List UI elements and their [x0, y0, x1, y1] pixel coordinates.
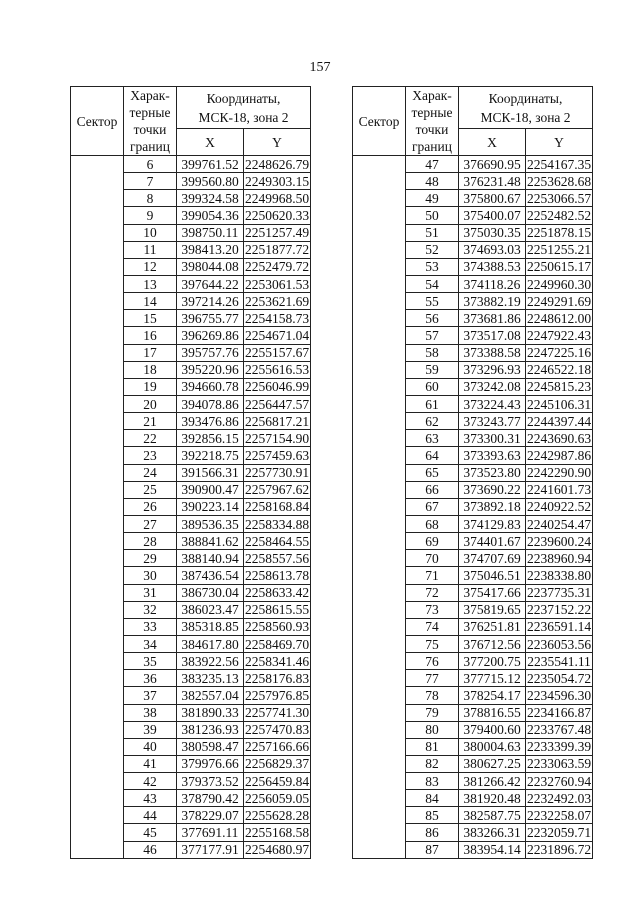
y-coordinate-cell: 2237152.22	[526, 602, 592, 618]
y-coordinate-cell: 2247922.43	[526, 327, 592, 343]
point-number-cell: 40	[124, 738, 177, 755]
header-points-line3: точки	[415, 122, 449, 137]
y-coordinate-cell: 2251878.15	[526, 225, 592, 241]
x-coordinate-cell: 375030.35	[459, 224, 526, 241]
y-coordinate-cell: 2258334.88	[244, 516, 310, 532]
x-coordinate-cell: 381920.48	[459, 790, 526, 807]
y-coordinate-cell: 2255628.28	[244, 807, 310, 823]
point-number-cell: 66	[406, 481, 459, 498]
y-coordinate-cell: 2253061.53	[244, 276, 310, 292]
point-number-cell: 63	[406, 430, 459, 447]
point-number-cell: 29	[124, 550, 177, 567]
x-coordinate-cell: 375800.67	[459, 190, 526, 207]
y-coordinate-cell: 2239600.24	[526, 533, 592, 549]
x-coordinate-cell: 379373.52	[177, 773, 244, 790]
x-coordinate-cell: 390900.47	[177, 481, 244, 498]
x-coordinate-cell: 373892.18	[459, 498, 526, 515]
point-number-cell: 54	[406, 275, 459, 292]
point-number-cell: 74	[406, 618, 459, 635]
x-coordinate-cell: 386730.04	[177, 584, 244, 601]
x-coordinate-cell: 373690.22	[459, 481, 526, 498]
table-row	[71, 156, 311, 173]
coordinates-table-right	[352, 86, 593, 859]
point-number-cell: 41	[124, 755, 177, 772]
y-coordinate-cell: 2252482.52	[526, 207, 592, 223]
point-number-cell: 14	[124, 293, 177, 310]
point-number-cell: 51	[406, 224, 459, 241]
point-number-cell: 19	[124, 378, 177, 395]
point-number-cell: 72	[406, 584, 459, 601]
y-coordinate-cell: 2232258.07	[526, 807, 592, 823]
point-number-cell: 48	[406, 173, 459, 190]
y-coordinate-cell: 2248612.00	[526, 310, 592, 326]
header-points-line2: терные	[129, 105, 171, 120]
y-coordinate-cell: 2257976.85	[244, 687, 310, 703]
point-number-cell: 36	[124, 670, 177, 687]
point-number-cell: 8	[124, 190, 177, 207]
x-coordinate-cell: 373388.58	[459, 344, 526, 361]
point-number-cell: 31	[124, 584, 177, 601]
point-number-cell: 57	[406, 327, 459, 344]
header-coordinates-line1: Координаты,	[488, 90, 563, 106]
x-coordinate-cell: 373224.43	[459, 395, 526, 412]
x-coordinate-cell: 380598.47	[177, 738, 244, 755]
y-coordinate-cell: 2257166.66	[244, 739, 310, 755]
x-coordinate-cell: 398750.11	[177, 224, 244, 241]
x-coordinate-cell: 399560.80	[177, 173, 244, 190]
x-coordinate-cell: 381890.33	[177, 704, 244, 721]
y-coordinate-cell: 2252479.72	[244, 259, 310, 275]
x-coordinate-cell: 375400.07	[459, 207, 526, 224]
y-coordinate-cell: 2245815.23	[526, 379, 592, 395]
point-number-cell: 26	[124, 498, 177, 515]
header-points	[406, 87, 459, 156]
y-coordinate-cell: 2238338.80	[526, 567, 592, 583]
y-coordinate-cell: 2256447.57	[244, 396, 310, 412]
point-number-cell: 43	[124, 790, 177, 807]
y-coordinate-cell: 2256817.21	[244, 413, 310, 429]
x-coordinate-cell: 394660.78	[177, 378, 244, 395]
y-coordinate-cell: 2238960.94	[526, 550, 592, 566]
x-coordinate-cell: 398044.08	[177, 258, 244, 275]
point-number-cell: 85	[406, 807, 459, 824]
point-number-cell: 46	[124, 841, 177, 858]
y-coordinate-cell: 2233399.39	[526, 739, 592, 755]
point-number-cell: 27	[124, 515, 177, 532]
x-coordinate-cell: 373882.19	[459, 293, 526, 310]
x-coordinate-cell: 397644.22	[177, 275, 244, 292]
x-coordinate-cell: 373393.63	[459, 447, 526, 464]
point-number-cell: 83	[406, 773, 459, 790]
x-coordinate-cell: 373300.31	[459, 430, 526, 447]
x-coordinate-cell: 396755.77	[177, 310, 244, 327]
point-number-cell: 82	[406, 755, 459, 772]
point-number-cell: 55	[406, 293, 459, 310]
x-coordinate-cell: 375417.66	[459, 584, 526, 601]
x-coordinate-cell: 382587.75	[459, 807, 526, 824]
y-coordinate-cell: 2236053.56	[526, 636, 592, 652]
point-number-cell: 20	[124, 395, 177, 412]
x-coordinate-cell: 397214.26	[177, 293, 244, 310]
point-number-cell: 44	[124, 807, 177, 824]
y-coordinate-cell: 2242290.90	[526, 465, 592, 481]
y-coordinate-cell: 2246522.18	[526, 362, 592, 378]
left-table-body	[71, 156, 311, 859]
point-number-cell: 69	[406, 533, 459, 550]
point-number-cell: 34	[124, 635, 177, 652]
x-coordinate-cell: 391566.31	[177, 464, 244, 481]
x-coordinate-cell: 374401.67	[459, 533, 526, 550]
point-number-cell: 25	[124, 481, 177, 498]
y-coordinate-cell: 2251255.21	[526, 242, 592, 258]
header-sector: Сектор	[353, 87, 406, 156]
y-coordinate-cell: 2258613.78	[244, 567, 310, 583]
y-coordinate-cell: 2233063.59	[526, 756, 592, 772]
y-coordinate-cell: 2254167.35	[526, 156, 592, 172]
point-number-cell: 64	[406, 447, 459, 464]
x-coordinate-cell: 389536.35	[177, 515, 244, 532]
y-coordinate-cell: 2248626.79	[244, 156, 310, 172]
y-coordinate-cell: 2254671.04	[244, 327, 310, 343]
y-coordinate-cell: 2242987.86	[526, 447, 592, 463]
x-coordinate-cell: 382557.04	[177, 687, 244, 704]
header-points-line2: терные	[411, 105, 453, 120]
point-number-cell: 11	[124, 241, 177, 258]
y-coordinate-cell: 2255168.58	[244, 825, 310, 841]
y-coordinate-cell: 2256829.37	[244, 756, 310, 772]
x-coordinate-cell: 374707.69	[459, 550, 526, 567]
point-number-cell: 37	[124, 687, 177, 704]
point-number-cell: 62	[406, 413, 459, 430]
point-number-cell: 23	[124, 447, 177, 464]
x-coordinate-cell: 399324.58	[177, 190, 244, 207]
y-coordinate-cell: 2253066.57	[526, 190, 592, 206]
y-coordinate-cell: 2258176.83	[244, 670, 310, 686]
y-coordinate-cell: 2236591.14	[526, 619, 592, 635]
x-coordinate-cell: 373523.80	[459, 464, 526, 481]
point-number-cell: 52	[406, 241, 459, 258]
y-coordinate-cell: 2232492.03	[526, 790, 592, 806]
x-coordinate-cell: 384617.80	[177, 635, 244, 652]
y-coordinate-cell: 2232760.94	[526, 773, 592, 789]
x-coordinate-cell: 379400.60	[459, 721, 526, 738]
x-coordinate-cell: 379976.66	[177, 755, 244, 772]
x-coordinate-cell: 378254.17	[459, 687, 526, 704]
y-coordinate-cell: 2251257.49	[244, 225, 310, 241]
point-number-cell: 24	[124, 464, 177, 481]
x-coordinate-cell: 373296.93	[459, 361, 526, 378]
x-coordinate-cell: 398413.20	[177, 241, 244, 258]
header-points-line1: Харак-	[412, 88, 452, 103]
point-number-cell: 22	[124, 430, 177, 447]
y-coordinate-cell: 2253621.69	[244, 293, 310, 309]
point-number-cell: 7	[124, 173, 177, 190]
y-coordinate-cell: 2235054.72	[526, 670, 592, 686]
y-coordinate-cell: 2258633.42	[244, 585, 310, 601]
y-coordinate-cell: 2245106.31	[526, 396, 592, 412]
point-number-cell: 68	[406, 515, 459, 532]
x-coordinate-cell: 383266.31	[459, 824, 526, 841]
point-number-cell: 47	[406, 156, 459, 173]
header-points-line4: границ	[412, 139, 452, 154]
x-coordinate-cell: 377691.11	[177, 824, 244, 841]
x-coordinate-cell: 373243.77	[459, 413, 526, 430]
x-coordinate-cell: 376231.48	[459, 173, 526, 190]
y-coordinate-cell: 2257470.83	[244, 722, 310, 738]
header-points-line1: Харак-	[130, 88, 170, 103]
x-coordinate-cell: 378229.07	[177, 807, 244, 824]
header-x: X	[459, 129, 526, 156]
y-coordinate-cell: 2258560.93	[244, 619, 310, 635]
x-coordinate-cell: 393476.86	[177, 413, 244, 430]
y-coordinate-cell: 2235541.11	[527, 653, 591, 669]
header-coordinates	[459, 87, 593, 129]
point-number-cell: 32	[124, 601, 177, 618]
point-number-cell: 86	[406, 824, 459, 841]
x-coordinate-cell: 377200.75	[459, 653, 526, 670]
x-coordinate-cell: 376690.95	[459, 156, 526, 173]
y-coordinate-cell: 2249960.30	[526, 276, 592, 292]
header-coordinates-line2: МСК-18, зона 2	[198, 109, 289, 125]
y-coordinate-cell: 2258469.70	[244, 636, 310, 652]
y-coordinate-cell: 2243690.63	[526, 430, 592, 446]
x-coordinate-cell: 399054.36	[177, 207, 244, 224]
point-number-cell: 16	[124, 327, 177, 344]
point-number-cell: 53	[406, 258, 459, 275]
x-coordinate-cell: 377177.91	[177, 841, 244, 858]
point-number-cell: 79	[406, 704, 459, 721]
point-number-cell: 30	[124, 567, 177, 584]
x-coordinate-cell: 378790.42	[177, 790, 244, 807]
x-coordinate-cell: 399761.52	[177, 156, 244, 173]
point-number-cell: 21	[124, 413, 177, 430]
y-coordinate-cell: 2254680.97	[244, 842, 310, 858]
point-number-cell: 59	[406, 361, 459, 378]
header-x: X	[177, 129, 244, 156]
point-number-cell: 70	[406, 550, 459, 567]
y-coordinate-cell: 2240922.52	[526, 499, 592, 515]
sector-cell	[353, 156, 406, 859]
point-number-cell: 65	[406, 464, 459, 481]
header-sector: Сектор	[71, 87, 124, 156]
header-coordinates-line1: Координаты,	[206, 90, 281, 106]
y-coordinate-cell: 2255616.53	[244, 362, 310, 378]
header-y: Y	[244, 129, 311, 156]
y-coordinate-cell: 2249968.50	[244, 190, 310, 206]
point-number-cell: 18	[124, 361, 177, 378]
x-coordinate-cell: 395757.76	[177, 344, 244, 361]
point-number-cell: 78	[406, 687, 459, 704]
table-row	[353, 156, 593, 173]
x-coordinate-cell: 375046.51	[459, 567, 526, 584]
point-number-cell: 50	[406, 207, 459, 224]
point-number-cell: 45	[124, 824, 177, 841]
point-number-cell: 76	[406, 653, 459, 670]
y-coordinate-cell: 2249303.15	[244, 173, 310, 189]
header-coordinates-line2: МСК-18, зона 2	[480, 109, 571, 125]
point-number-cell: 56	[406, 310, 459, 327]
x-coordinate-cell: 381266.42	[459, 773, 526, 790]
y-coordinate-cell: 2256459.84	[244, 773, 310, 789]
point-number-cell: 80	[406, 721, 459, 738]
header-y: Y	[526, 129, 593, 156]
point-number-cell: 60	[406, 378, 459, 395]
x-coordinate-cell: 373681.86	[459, 310, 526, 327]
point-number-cell: 13	[124, 275, 177, 292]
x-coordinate-cell: 374129.83	[459, 515, 526, 532]
y-coordinate-cell: 2257459.63	[244, 447, 310, 463]
y-coordinate-cell: 2258557.56	[244, 550, 310, 566]
x-coordinate-cell: 383922.56	[177, 653, 244, 670]
point-number-cell: 35	[124, 653, 177, 670]
y-coordinate-cell: 2234166.87	[526, 705, 592, 721]
y-coordinate-cell: 2234596.30	[526, 687, 592, 703]
y-coordinate-cell: 2254158.73	[244, 310, 310, 326]
point-number-cell: 17	[124, 344, 177, 361]
y-coordinate-cell: 2255157.67	[244, 345, 310, 361]
y-coordinate-cell: 2257154.90	[244, 430, 310, 446]
x-coordinate-cell: 377715.12	[459, 670, 526, 687]
y-coordinate-cell: 2258464.55	[244, 533, 310, 549]
y-coordinate-cell: 2253628.68	[526, 173, 592, 189]
x-coordinate-cell: 396269.86	[177, 327, 244, 344]
x-coordinate-cell: 383235.13	[177, 670, 244, 687]
y-coordinate-cell: 2233767.48	[526, 722, 592, 738]
point-number-cell: 6	[124, 156, 177, 173]
x-coordinate-cell: 373242.08	[459, 378, 526, 395]
y-coordinate-cell: 2237735.31	[526, 585, 592, 601]
point-number-cell: 81	[406, 738, 459, 755]
x-coordinate-cell: 394078.86	[177, 395, 244, 412]
page-number: 157	[309, 60, 331, 75]
y-coordinate-cell: 2258168.84	[244, 499, 310, 515]
y-coordinate-cell: 2244397.44	[526, 413, 592, 429]
y-coordinate-cell: 2251877.72	[244, 242, 310, 258]
y-coordinate-cell: 2257730.91	[244, 465, 310, 481]
x-coordinate-cell: 386023.47	[177, 601, 244, 618]
coordinates-table-left	[70, 86, 311, 859]
y-coordinate-cell: 2247225.16	[526, 345, 592, 361]
x-coordinate-cell: 388140.94	[177, 550, 244, 567]
y-coordinate-cell: 2241601.73	[526, 482, 592, 498]
header-points-line4: границ	[130, 139, 170, 154]
x-coordinate-cell: 376712.56	[459, 635, 526, 652]
point-number-cell: 42	[124, 773, 177, 790]
point-number-cell: 58	[406, 344, 459, 361]
x-coordinate-cell: 395220.96	[177, 361, 244, 378]
point-number-cell: 39	[124, 721, 177, 738]
x-coordinate-cell: 392218.75	[177, 447, 244, 464]
point-number-cell: 49	[406, 190, 459, 207]
x-coordinate-cell: 374118.26	[459, 275, 526, 292]
point-number-cell: 38	[124, 704, 177, 721]
y-coordinate-cell: 2240254.47	[526, 516, 592, 532]
point-number-cell: 33	[124, 618, 177, 635]
y-coordinate-cell: 2232059.71	[526, 825, 592, 841]
y-coordinate-cell: 2256059.05	[244, 790, 310, 806]
point-number-cell: 9	[124, 207, 177, 224]
y-coordinate-cell: 2257967.62	[244, 482, 310, 498]
y-coordinate-cell: 2231896.72	[526, 842, 592, 858]
x-coordinate-cell: 373517.08	[459, 327, 526, 344]
y-coordinate-cell: 2250620.33	[244, 207, 310, 223]
x-coordinate-cell: 374388.53	[459, 258, 526, 275]
point-number-cell: 61	[406, 395, 459, 412]
point-number-cell: 71	[406, 567, 459, 584]
y-coordinate-cell: 2257741.30	[244, 705, 310, 721]
point-number-cell: 67	[406, 498, 459, 515]
point-number-cell: 75	[406, 635, 459, 652]
y-coordinate-cell: 2249291.69	[526, 293, 592, 309]
x-coordinate-cell: 376251.81	[459, 618, 526, 635]
header-points-line3: точки	[133, 122, 167, 137]
x-coordinate-cell: 388841.62	[177, 533, 244, 550]
header-coordinates	[177, 87, 311, 129]
point-number-cell: 10	[124, 224, 177, 241]
point-number-cell: 15	[124, 310, 177, 327]
x-coordinate-cell: 392856.15	[177, 430, 244, 447]
x-coordinate-cell: 381236.93	[177, 721, 244, 738]
y-coordinate-cell: 2258615.55	[244, 602, 310, 618]
point-number-cell: 87	[406, 841, 459, 858]
x-coordinate-cell: 380627.25	[459, 755, 526, 772]
sector-cell	[71, 156, 124, 859]
point-number-cell: 28	[124, 533, 177, 550]
point-number-cell: 73	[406, 601, 459, 618]
x-coordinate-cell: 387436.54	[177, 567, 244, 584]
x-coordinate-cell: 375819.65	[459, 601, 526, 618]
y-coordinate-cell: 2256046.99	[244, 379, 310, 395]
x-coordinate-cell: 378816.55	[459, 704, 526, 721]
x-coordinate-cell: 390223.14	[177, 498, 244, 515]
point-number-cell: 77	[406, 670, 459, 687]
x-coordinate-cell: 383954.14	[459, 841, 526, 858]
point-number-cell: 12	[124, 258, 177, 275]
x-coordinate-cell: 374693.03	[459, 241, 526, 258]
x-coordinate-cell: 385318.85	[177, 618, 244, 635]
y-coordinate-cell: 2258341.46	[244, 653, 310, 669]
point-number-cell: 84	[406, 790, 459, 807]
x-coordinate-cell: 380004.63	[459, 738, 526, 755]
y-coordinate-cell: 2250615.17	[526, 259, 592, 275]
right-table-body	[353, 156, 593, 859]
header-points	[124, 87, 177, 156]
